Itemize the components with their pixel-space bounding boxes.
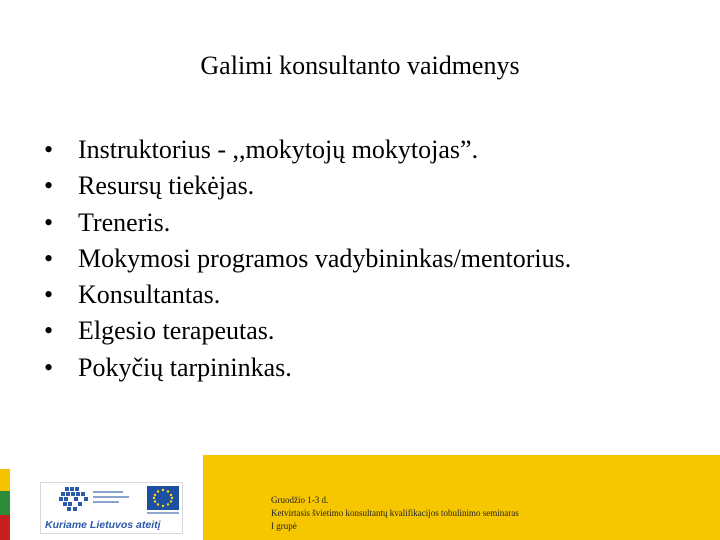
sponsor-logo <box>40 482 183 534</box>
footer-text <box>271 494 519 533</box>
bullet-text: Elgesio terapeutas. <box>78 316 275 346</box>
bullet-icon: • <box>44 316 54 346</box>
bullet-icon: • <box>44 135 54 164</box>
bullet-icon: • <box>44 352 54 382</box>
flag-stripe-green <box>0 491 10 515</box>
bullet-icon: • <box>44 243 54 273</box>
list-item <box>44 313 571 349</box>
footer-group: I grupė <box>271 521 297 531</box>
bullet-text: Mokymosi programos vadybininkas/mentorius. <box>78 243 572 273</box>
footer-seminar: Ketvirtasis švietimo konsultantų kvalifikacijos tobulinimo seminaras <box>271 508 519 518</box>
bullet-text: Treneris. <box>78 207 171 237</box>
bullet-icon: • <box>44 171 54 201</box>
list-item <box>44 132 571 168</box>
footer-date: Gruodžio 1-3 d. <box>271 495 329 505</box>
bullet-text: Pokyčių tarpininkas. <box>78 352 292 382</box>
flag-stripe-red <box>0 515 10 540</box>
logo-slogan: Kuriame Lietuvos ateitį <box>45 519 161 531</box>
bullet-text: Resursų tiekėjas. <box>78 171 255 201</box>
list-item <box>44 277 571 313</box>
bullet-icon: • <box>44 280 54 310</box>
slide-title: Galimi konsultanto vaidmenys <box>200 51 520 80</box>
bullet-text: Konsultantas. <box>78 280 221 310</box>
footer <box>0 455 720 540</box>
bullet-text: Instruktorius - ,,mokytojų mokytojas”. <box>78 135 479 164</box>
flag-stripe-yellow <box>0 469 10 491</box>
list-item <box>44 205 571 241</box>
bullet-list <box>44 132 571 386</box>
list-item <box>44 350 571 386</box>
list-item <box>44 241 571 277</box>
list-item <box>44 168 571 204</box>
bullet-icon: • <box>44 207 54 237</box>
footer-panel <box>203 455 720 540</box>
